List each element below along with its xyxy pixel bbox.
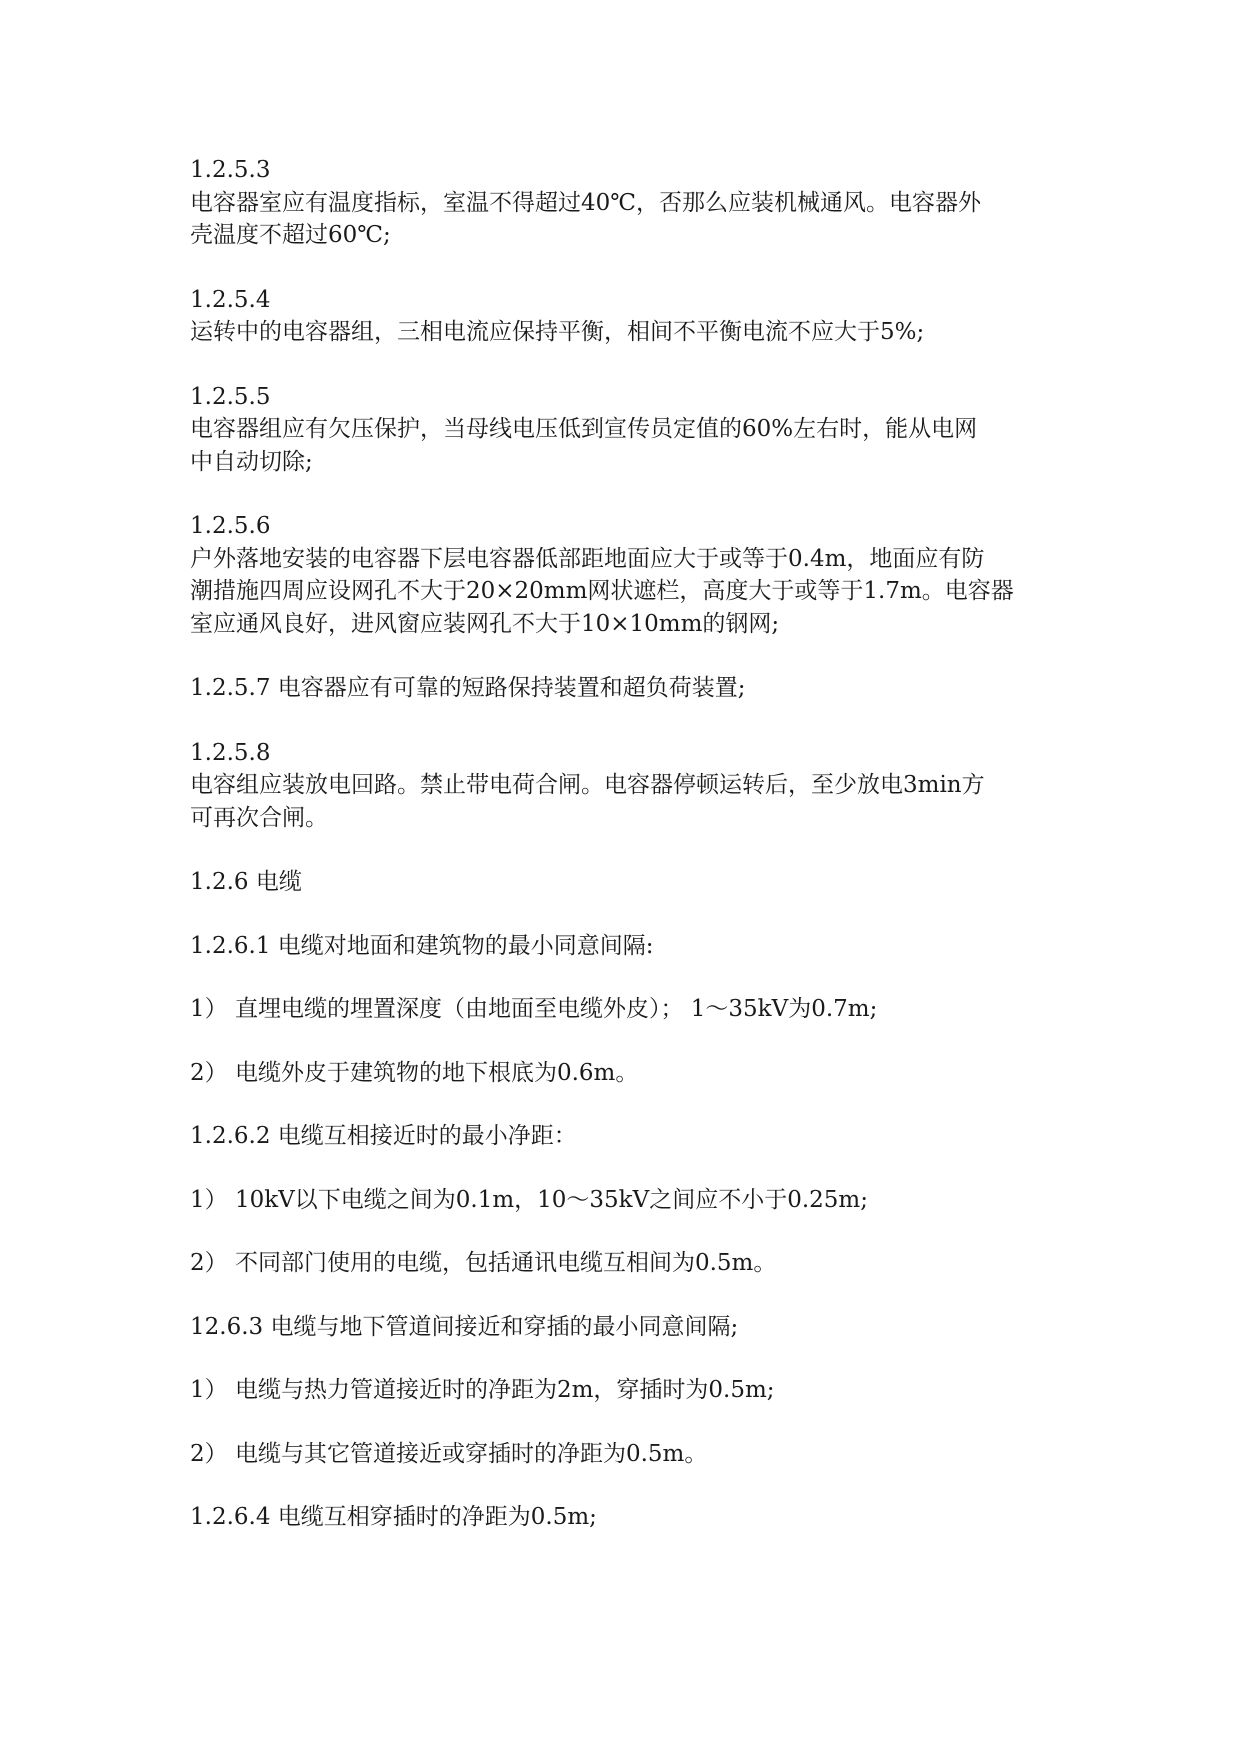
paragraph: 1.2.6.2 电缆互相接近时的最小净距： (190, 1123, 577, 1149)
body-line: 电容器组应有欠压保护，当母线电压低到宣传员定值的60%左右时，能从电网 (190, 416, 978, 442)
body-line: 户外落地安装的电容器下层电容器低部距地面应大于或等于0.4m，地面应有防 (190, 545, 985, 572)
paragraph: 12.6.3 电缆与地下管道间接近和穿插的最小同意间隔; (190, 1313, 739, 1340)
body-line: 可再次合闸。 (190, 804, 328, 831)
section-title: 1.2.6 电缆 (190, 869, 302, 895)
body-line: 电容器室应有温度指标，室温不得超过40℃，否那么应装机械通风。电容器外 (190, 189, 981, 216)
body-line: 中自动切除; (190, 448, 313, 475)
body-line: 1.2.5.7 电容器应有可靠的短路保持装置和超负荷装置; (190, 675, 746, 701)
list-item: 2） 不同部门使用的电缆，包括通讯电缆互相间为0.5m。 (190, 1250, 777, 1276)
section-heading: 1.2.5.3 (190, 157, 271, 183)
section-heading: 1.2.5.8 (190, 739, 271, 766)
paragraph: 1.2.6.4 电缆互相穿插时的净距为0.5m; (190, 1504, 597, 1530)
section-heading: 1.2.5.5 (190, 383, 271, 410)
body-line: 电容组应装放电回路。禁止带电荷合闸。电容器停顿运转后，至少放电3min方 (190, 772, 985, 798)
body-line: 运转中的电容器组，三相电流应保持平衡，相间不平衡电流不应大于5%; (190, 319, 925, 345)
list-item: 1） 10kV以下电缆之间为0.1m，10～35kV之间应不小于0.25m; (190, 1186, 868, 1213)
list-item: 1） 电缆与热力管道接近时的净距为2m，穿插时为0.5m; (190, 1377, 775, 1403)
body-line: 室应通风良好，进风窗应装网孔不大于10×10mm的钢网; (190, 610, 780, 637)
list-item: 2） 电缆与其它管道接近或穿插时的净距为0.5m。 (190, 1440, 708, 1467)
body-line: 潮措施四周应设网孔不大于20×20mm网状遮栏，高度大于或等于1.7m。电容器 (190, 578, 1014, 604)
section-heading: 1.2.5.4 (190, 286, 271, 313)
section-heading: 1.2.5.6 (190, 513, 271, 539)
paragraph: 1.2.6.1 电缆对地面和建筑物的最小同意间隔: (190, 932, 654, 959)
list-item: 1） 直埋电缆的埋置深度（由地面至电缆外皮）； 1～35kV为0.7m; (190, 996, 878, 1022)
body-line: 壳温度不超过60℃; (190, 222, 391, 248)
document-body (190, 154, 1050, 1534)
list-item: 2） 电缆外皮于建筑物的地下根底为0.6m。 (190, 1059, 639, 1086)
